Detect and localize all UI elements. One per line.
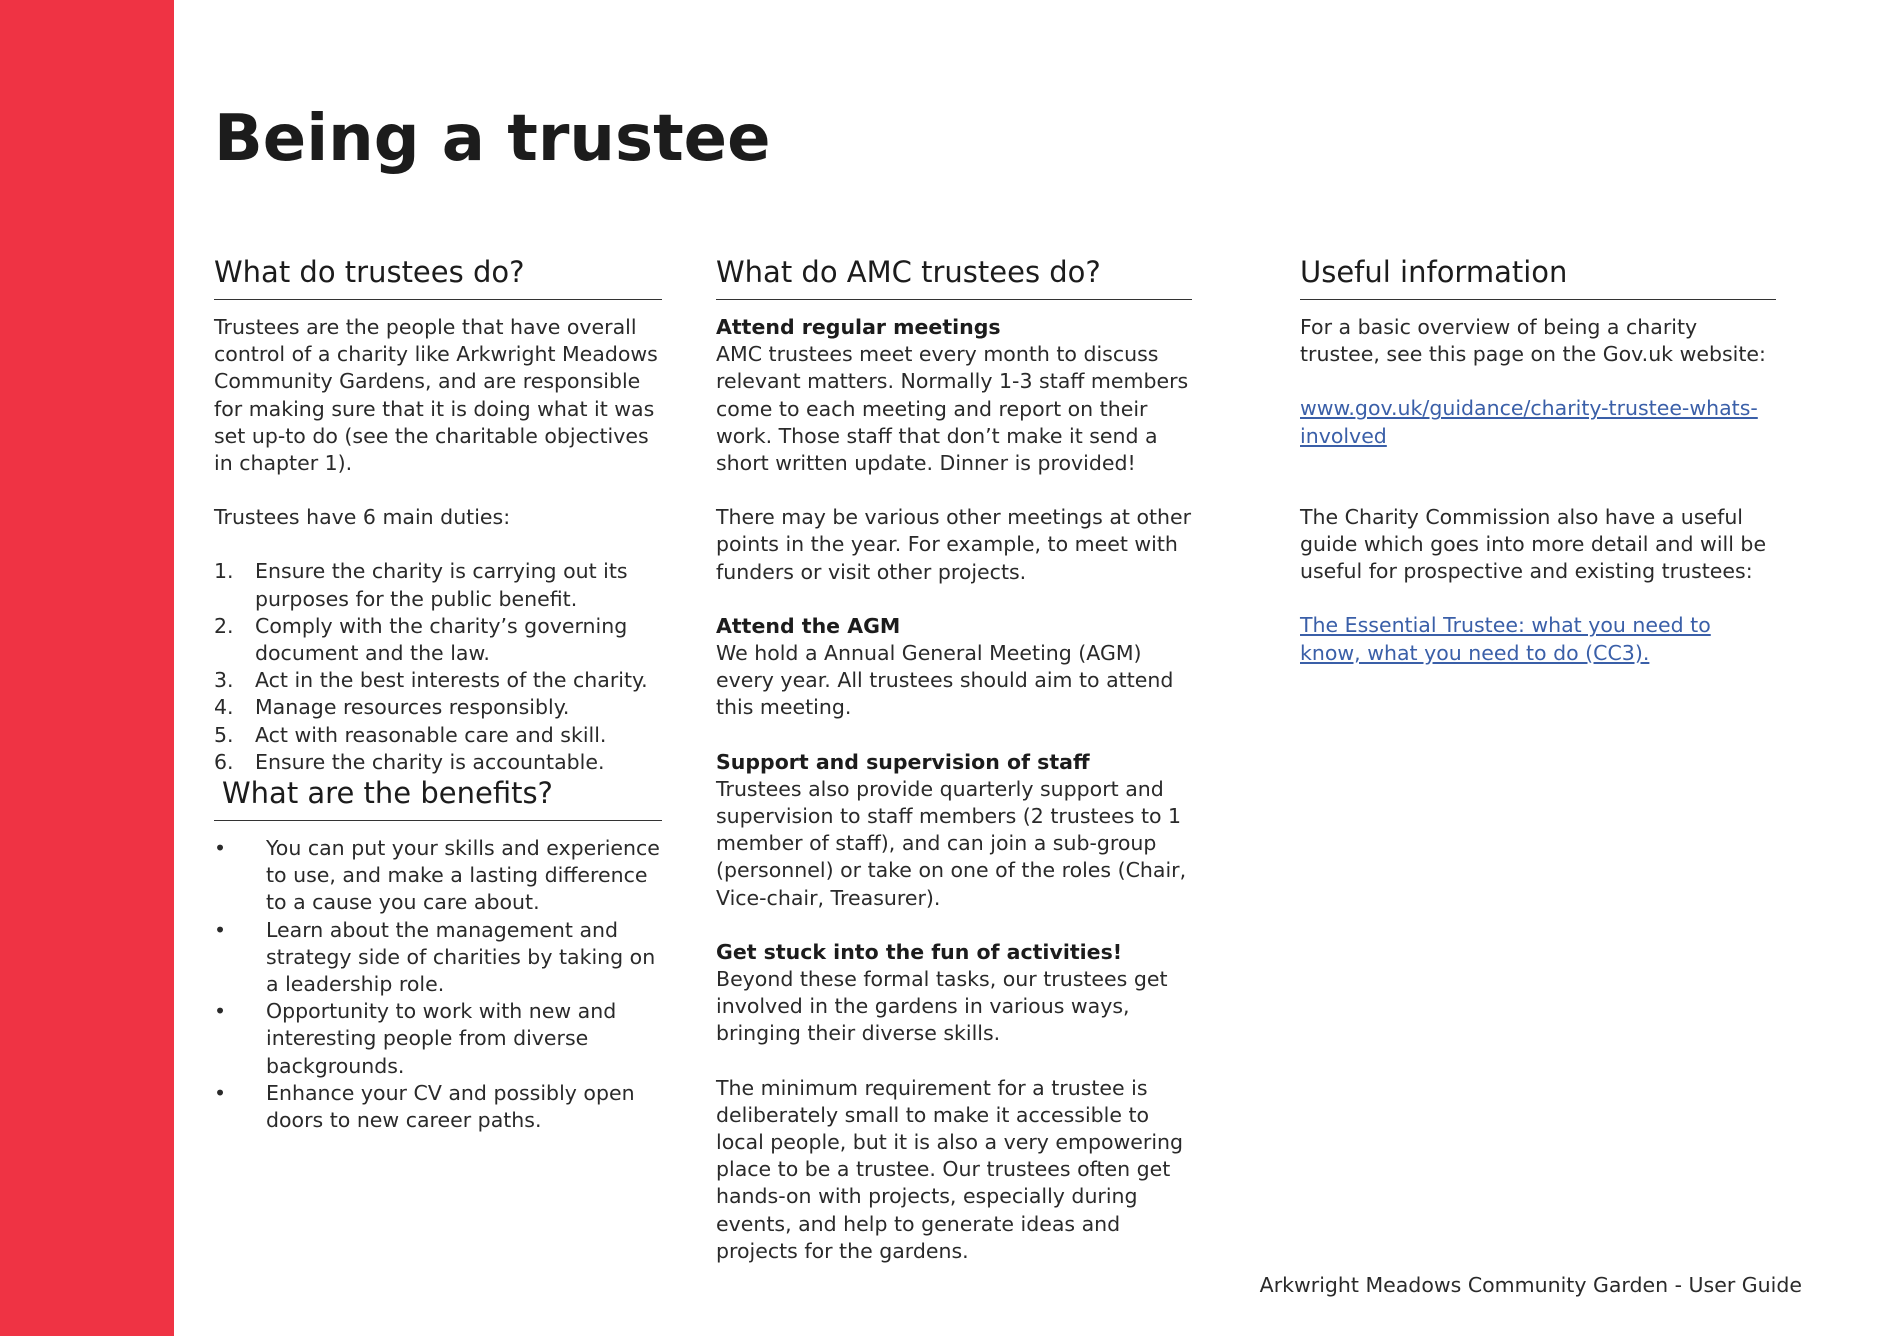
meetings-text-2: There may be various other meetings at other points in the year. For example, to meet with funders or visit other projects. <box>716 505 1192 584</box>
essential-trustee-link[interactable]: The Essential Trustee: what you need to know, what you need to do (CC3). <box>1300 613 1711 665</box>
duty-number: 2. <box>214 613 234 638</box>
duty-text: Comply with the charity’s governing document and the law. <box>255 613 628 666</box>
fun-text: Beyond these formal tasks, our trustees get involved in the gardens in various ways, bringing their diverse skills. <box>716 967 1168 1046</box>
duty-number: 5. <box>214 722 234 747</box>
column-amc-trustees <box>716 255 1192 1265</box>
trustees-intro: Trustees are the people that have overall control of a charity like Arkwright Meadows Community Gardens, and are responsible for making sure that it is doing what it was set up-to do (see the charitable objectives in chapter 1). <box>214 315 658 476</box>
duty-item <box>214 722 662 749</box>
benefit-text: You can put your skills and experience to use, and make a lasting difference to a cause you care about. <box>266 836 660 915</box>
duty-text: Ensure the charity is carrying out its purposes for the public benefit. <box>255 559 628 611</box>
benefit-item <box>214 1080 662 1134</box>
govuk-guidance-link[interactable]: www.gov.uk/guidance/charity-trustee-whats-involved <box>1300 396 1758 448</box>
overview-text: For a basic overview of being a charity trustee, see this page on the Gov.uk website: <box>1300 315 1766 367</box>
bullet-icon: • <box>214 1080 227 1105</box>
duties-list <box>214 558 662 776</box>
commission-text: The Charity Commission also have a useful guide which goes into more detail and will be useful for prospective and existing trustees: <box>1300 504 1767 584</box>
column-useful-information <box>1300 255 1776 667</box>
minimum-requirement-text: The minimum requirement for a trustee is deliberately small to make it accessible to local people, but it is also a very empowering place to be a trustee. Our trustees often get hands-on with projects, especially during events, and help to generate ideas and projects for the gardens. <box>716 1075 1184 1263</box>
benefit-text: Enhance your CV and possibly open doors to new career paths. <box>266 1080 635 1133</box>
benefits-text-block <box>214 835 662 1134</box>
benefit-item <box>214 835 662 917</box>
duty-item <box>214 613 662 667</box>
agm-text: We hold a Annual General Meeting (AGM) every year. All trustees should aim to attend this meeting. <box>716 641 1174 720</box>
bullet-icon: • <box>214 917 227 942</box>
amc-text-block <box>716 314 1192 1265</box>
bullet-icon: • <box>214 999 227 1024</box>
duty-item <box>214 667 662 694</box>
duty-item <box>214 694 662 721</box>
benefits-list <box>214 835 662 1134</box>
page-footer: Arkwright Meadows Community Garden - User Guide <box>1259 1273 1802 1297</box>
duties-intro: Trustees have 6 main duties: <box>214 505 511 530</box>
page-title: Being a trustee <box>214 102 771 176</box>
cc3-link-paragraph <box>1300 612 1776 666</box>
meetings-subheading: Attend regular meetings <box>716 315 1001 339</box>
bullet-icon: • <box>214 836 227 861</box>
duty-number: 4. <box>214 695 234 720</box>
duty-number: 3. <box>214 668 234 693</box>
section-heading-useful-information: Useful information <box>1300 255 1776 300</box>
fun-subheading: Get stuck into the fun of activities! <box>716 939 1123 964</box>
support-subheading: Support and supervision of staff <box>716 749 1090 774</box>
useful-info-text-block <box>1300 314 1776 667</box>
agm-subheading: Attend the AGM <box>716 613 901 638</box>
benefit-item <box>214 998 662 1080</box>
duty-text: Act with reasonable care and skill. <box>255 722 607 747</box>
section-heading-amc-trustees: What do AMC trustees do? <box>716 255 1192 300</box>
benefit-item <box>214 917 662 999</box>
section-heading-benefits: What are the benefits? <box>214 776 662 821</box>
duty-text: Ensure the charity is accountable. <box>255 749 605 774</box>
govuk-link-paragraph <box>1300 395 1776 449</box>
duty-number: 6. <box>214 749 234 774</box>
duty-number: 1. <box>214 559 234 584</box>
benefit-text: Learn about the management and strategy side of charities by taking on a leadership role. <box>266 917 656 997</box>
column-what-trustees-do <box>214 255 662 1134</box>
red-sidebar-stripe <box>0 0 174 1336</box>
trustees-text-block <box>214 314 662 776</box>
duty-text: Act in the best interests of the charity. <box>255 668 648 693</box>
duty-item <box>214 749 662 776</box>
support-text: Trustees also provide quarterly support and supervision to staff members (2 trustees to 1 member of staff), and can join a sub-group (personnel) or take on one of the roles (Chair, Vice-chair, Treasurer). <box>716 776 1187 910</box>
duty-text: Manage resources responsibly. <box>255 695 570 720</box>
benefit-text: Opportunity to work with new and interesting people from diverse backgrounds. <box>266 999 617 1078</box>
meetings-text: AMC trustees meet every month to discuss relevant matters. Normally 1-3 staff members come to each meeting and report on their work. Those staff that don’t make it send a short written update. Dinner is provided! <box>716 342 1189 476</box>
duty-item <box>214 558 662 612</box>
section-heading-what-trustees-do: What do trustees do? <box>214 255 662 300</box>
